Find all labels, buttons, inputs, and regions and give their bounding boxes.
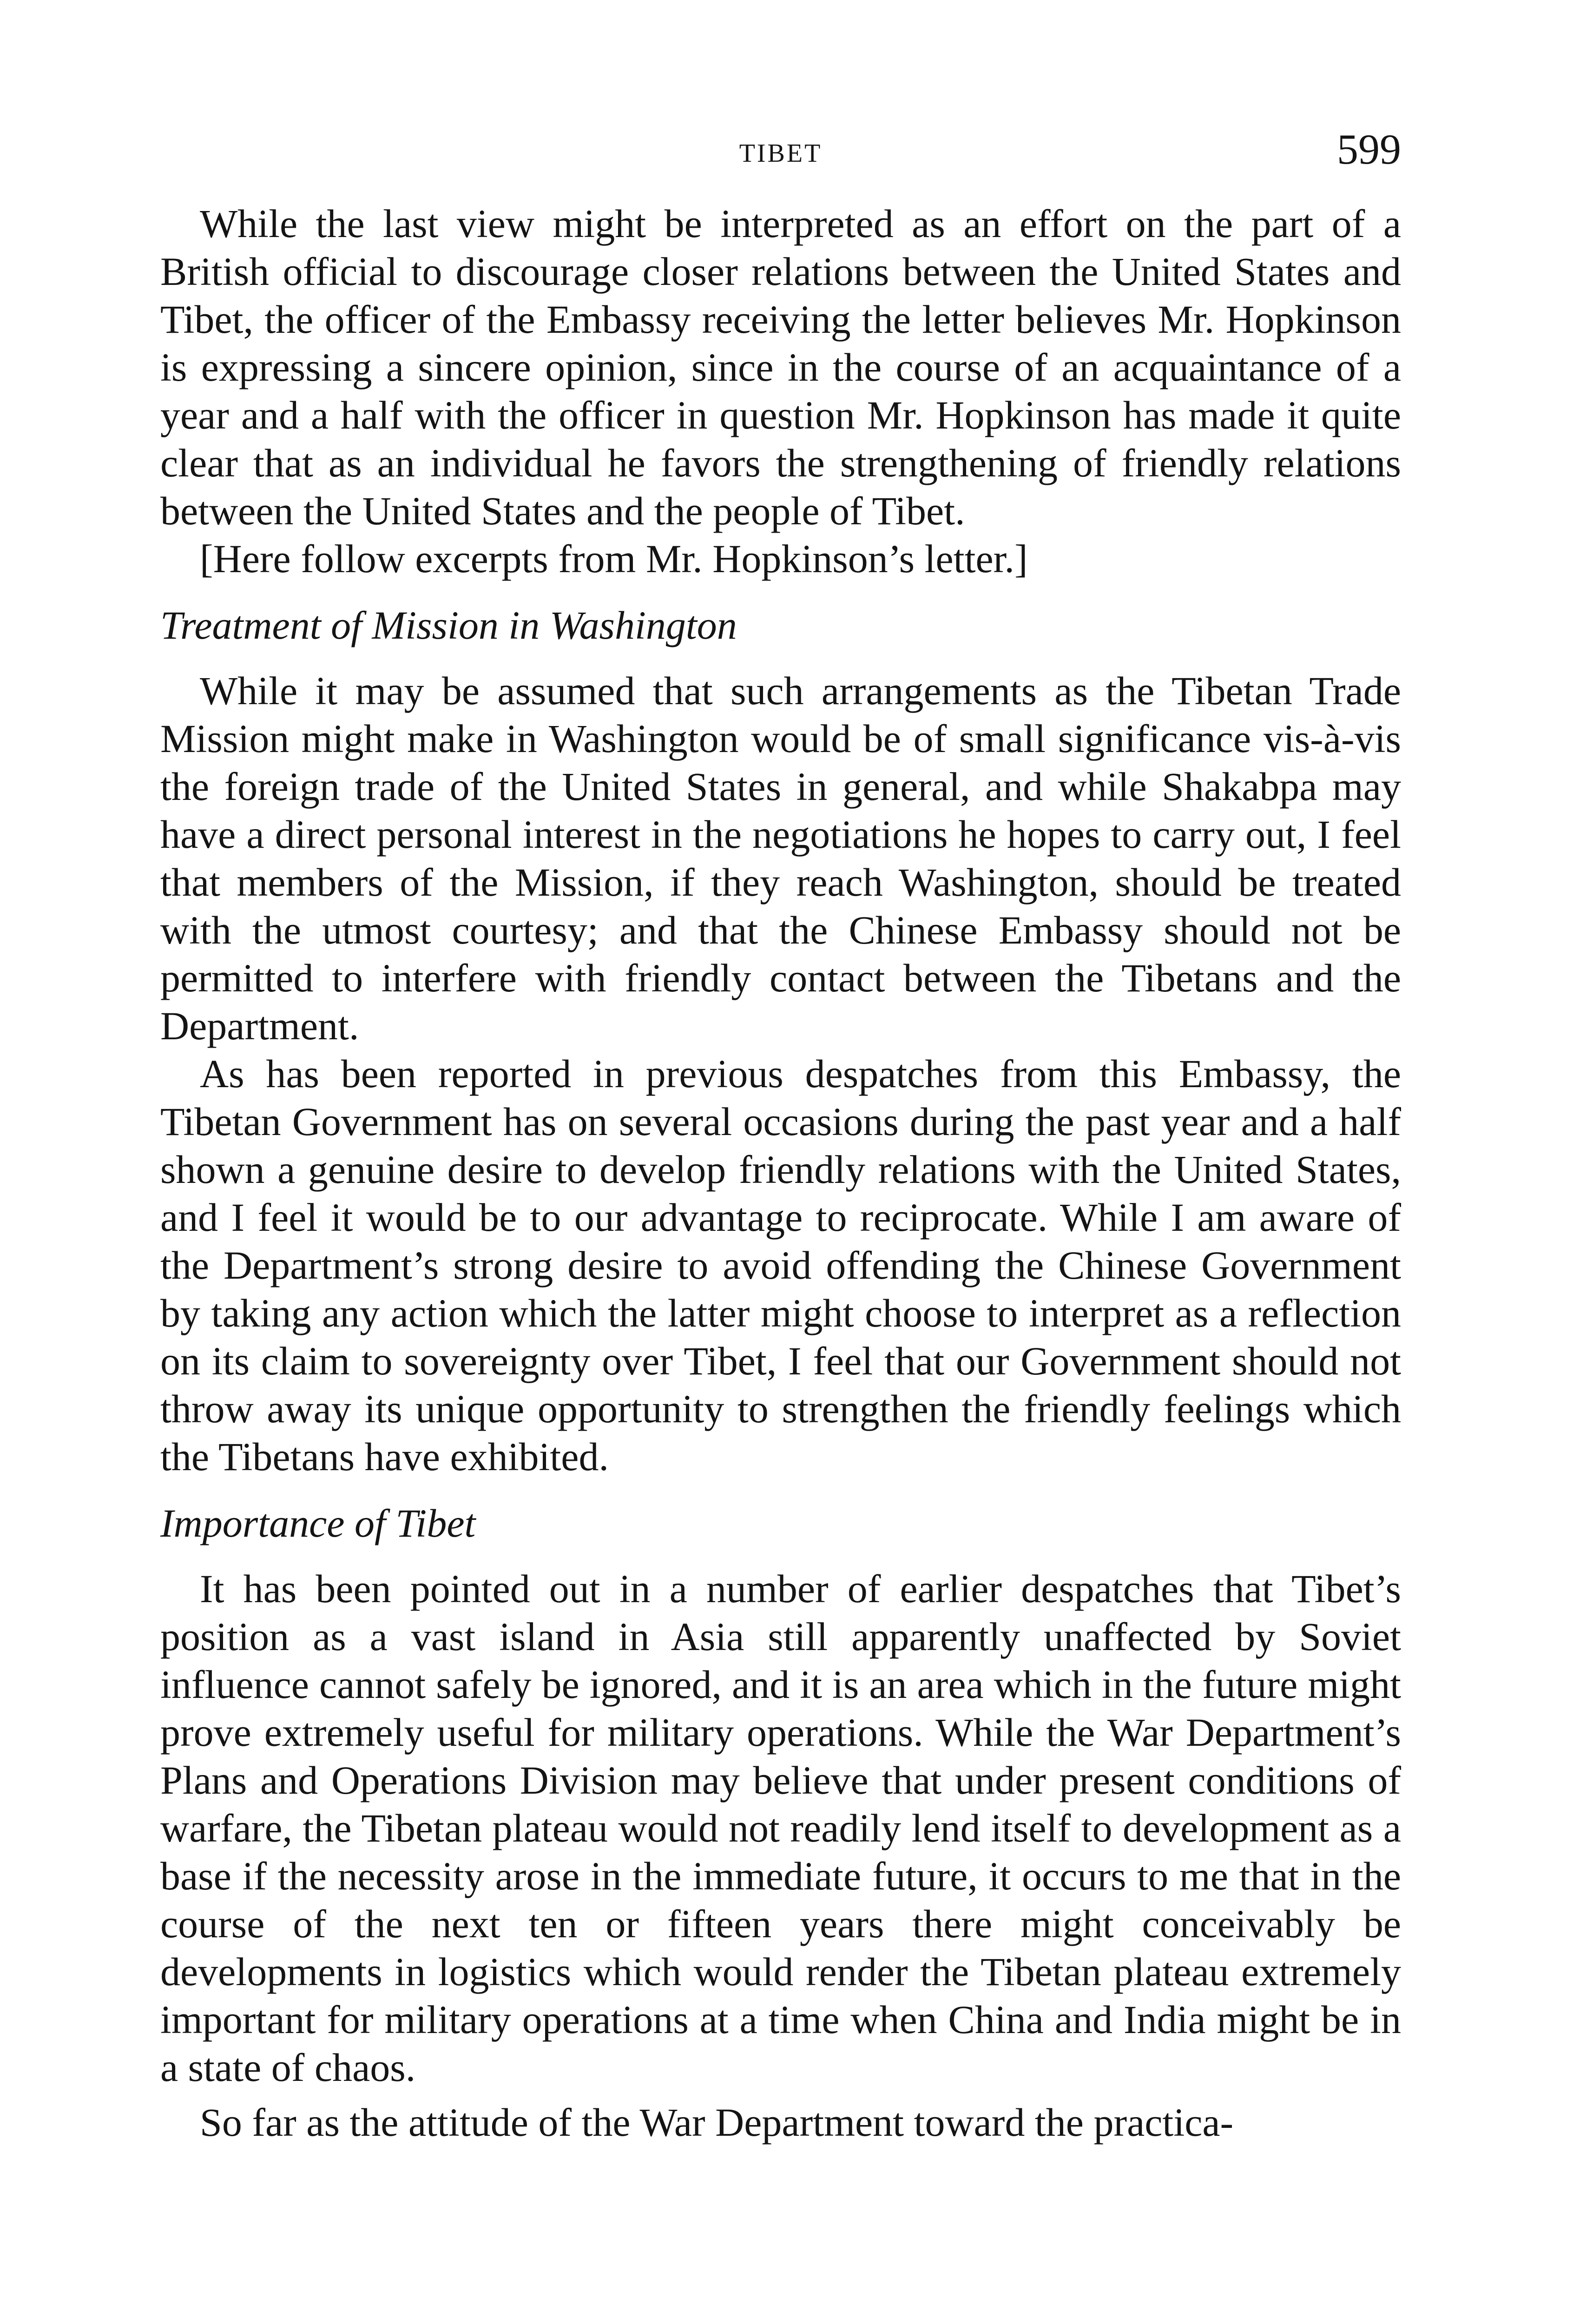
body-text — [160, 200, 1401, 2146]
section-heading-importance-of-tibet: Importance of Tibet — [160, 1501, 476, 1545]
paragraph-4: It has been pointed out in a number of earlier despatches that Tibet’s position as a vast island in Asia still apparently unaffected by Soviet influence cannot safely be ignored, and it is an area which in the future might prove extremely useful for military operations. While the War Department’s Plans and Operations Division may believe that under present conditions of warfare, the Tibetan plateau would not readily lend itself to development as a base if the necessity arose in the immediate future, it occurs to me that in the course of the next ten or fifteen years there might conceivably be developments in logistics which would render the Tibetan plateau extremely important for military operations at a time when China and India might be in a state of chaos. — [160, 1566, 1401, 2090]
page-header — [160, 125, 1401, 176]
running-title: TIBET — [739, 139, 823, 168]
paragraph-1: While the last view might be interpreted as an effort on the part of a British official to discourage closer relations between the United States and Tibet, the officer of the Embassy receiving the letter believes Mr. Hopkinson is expressing a sincere opinion, since in the course of an acquaintance of a year and a half with the officer in question Mr. Hopkinson has made it quite clear that as an individual he favors the strengthening of friendly relations between the United States and the people of Tibet. — [160, 201, 1401, 533]
section-heading-treatment-of-mission: Treatment of Mission in Washington — [160, 603, 737, 647]
editorial-note: [Here follow excerpts from Mr. Hopkinson’s letter.] — [200, 536, 1028, 581]
paragraph-3: As has been reported in previous despatches from this Embassy, the Tibetan Government has on several occasions during the past year and a half shown a genuine desire to develop friendly relations with the United States, and I feel it would be to our advantage to reciprocate. While I am aware of the Department’s strong desire to avoid offending the Chinese Government by taking any action which the latter might choose to interpret as a reflection on its claim to sovereignty over Tibet, I feel that our Government should not throw away its unique opportunity to strengthen the friendly feelings which the Tibetans have exhibited. — [160, 1051, 1401, 1479]
paragraph-5: So far as the attitude of the War Department toward the practica- — [200, 2100, 1234, 2145]
paragraph-2: While it may be assumed that such arrangements as the Tibetan Trade Mission might make in Washington would be of small significance vis-à-vis the foreign trade of the United States in general, and while Shakabpa may have a direct personal interest in the negotiations he hopes to carry out, I feel that members of the Mission, if they reach Washington, should be treated with the utmost courtesy; and that the Chinese Embassy should not be permitted to interfere with friendly contact between the Tibetans and the Department. — [160, 668, 1401, 1048]
page-number: 599 — [1337, 125, 1401, 173]
